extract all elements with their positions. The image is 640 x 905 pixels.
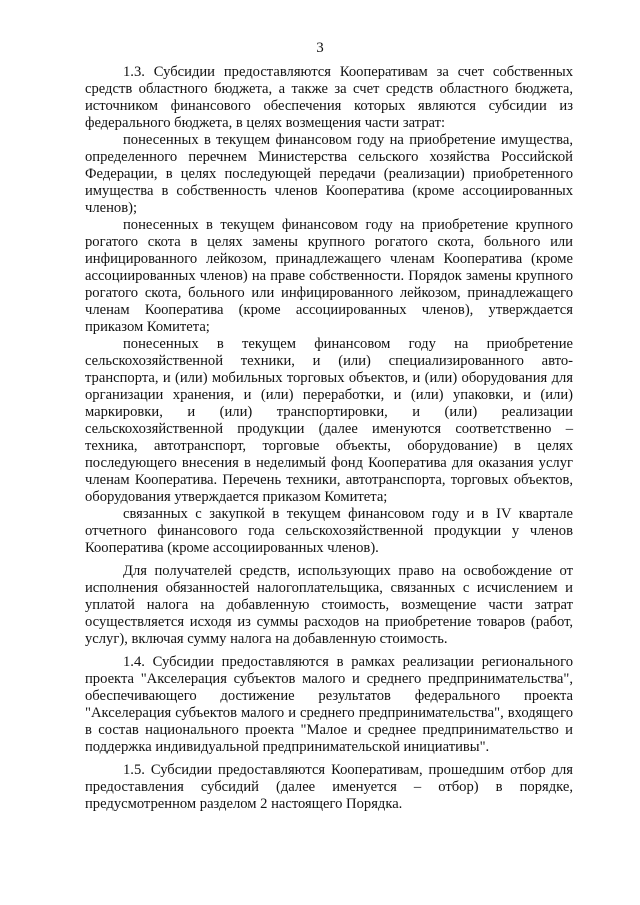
page-number: 3 — [316, 40, 324, 56]
paragraph-1-3: 1.3. Субсидии предоставляются Кооперативам за счет собственных средств областного бюджета, а также за счет средств областного бюджета, источником финансового обеспечения которых являются субсидии из федерального бюджета, в целях возмещения части затрат: — [85, 64, 573, 131]
paragraph-1-4: 1.4. Субсидии предоставляются в рамках реализации регионального проекта "Акселерация субъектов малого и среднего предпринимательства", обеспечивающего достижение результатов федерального проекта "Акселерация субъектов малого и среднего предпринимательства", входящего в состав национального проекта "Малое и среднее предпринимательство и поддержка индивидуальной предпринимательской инициативы". — [85, 654, 573, 755]
paragraph-cost-procurement: связанных с закупкой в текущем финансовом году и в IV квартале отчетного финансового года сельскохозяйственной продукции у членов Кооператива (кроме ассоциированных членов). — [85, 506, 573, 556]
paragraph-cost-cattle: понесенных в текущем финансовом году на приобретение крупного рогатого скота в целях замены крупного рогатого скота, больного или инфицированного лейкозом, принадлежащего членам Кооператива (кроме ассоциированных членов) на праве собственности. Порядок замены крупного рогатого скота, больного или инфицированного лейкозом, принадлежащего членам Кооператива (кроме ассоциированных членов), утверждается приказом Комитета; — [85, 217, 573, 335]
paragraph-cost-property: понесенных в текущем финансовом году на приобретение имущества, определенного перечнем Министерства сельского хозяйства Российской Федерации, в целях последующей передачи (реализации) приобретенного имущества в собственность членов Кооператива (кроме ассоциированных членов); — [85, 132, 573, 216]
paragraph-vat: Для получателей средств, использующих право на освобождение от исполнения обязанностей налогоплательщика, связанных с исчислением и уплатой налога на добавленную стоимость, возмещение части затрат осуществляется исходя из суммы расходов на приобретение товаров (работ, услуг), включая сумму налога на добавленную стоимость. — [85, 563, 573, 647]
document-body — [85, 64, 573, 813]
paragraph-1-5: 1.5. Субсидии предоставляются Кооперативам, прошедшим отбор для предоставления субсидий (далее именуется – отбор) в порядке, предусмотренном разделом 2 настоящего Порядка. — [85, 762, 573, 812]
paragraph-cost-equipment: понесенных в текущем финансовом году на приобретение сельскохозяйственной техники, и (или) специализированного авто-транспорта, и (или) мобильных торговых объектов, и (или) оборудования для организации хранения, и (или) переработки, и (или) упаковки, и (или) маркировки, и (или) транспортировки, и (или) реализации сельскохозяйственной продукции (далее именуются соответственно – техника, автотранспорт, торговые объекты, оборудование) в целях последующего внесения в неделимый фонд Кооператива для оказания услуг членам Кооператива. Перечень техники, автотранспорта, торговых объектов, оборудования утверждается приказом Комитета; — [85, 336, 573, 505]
